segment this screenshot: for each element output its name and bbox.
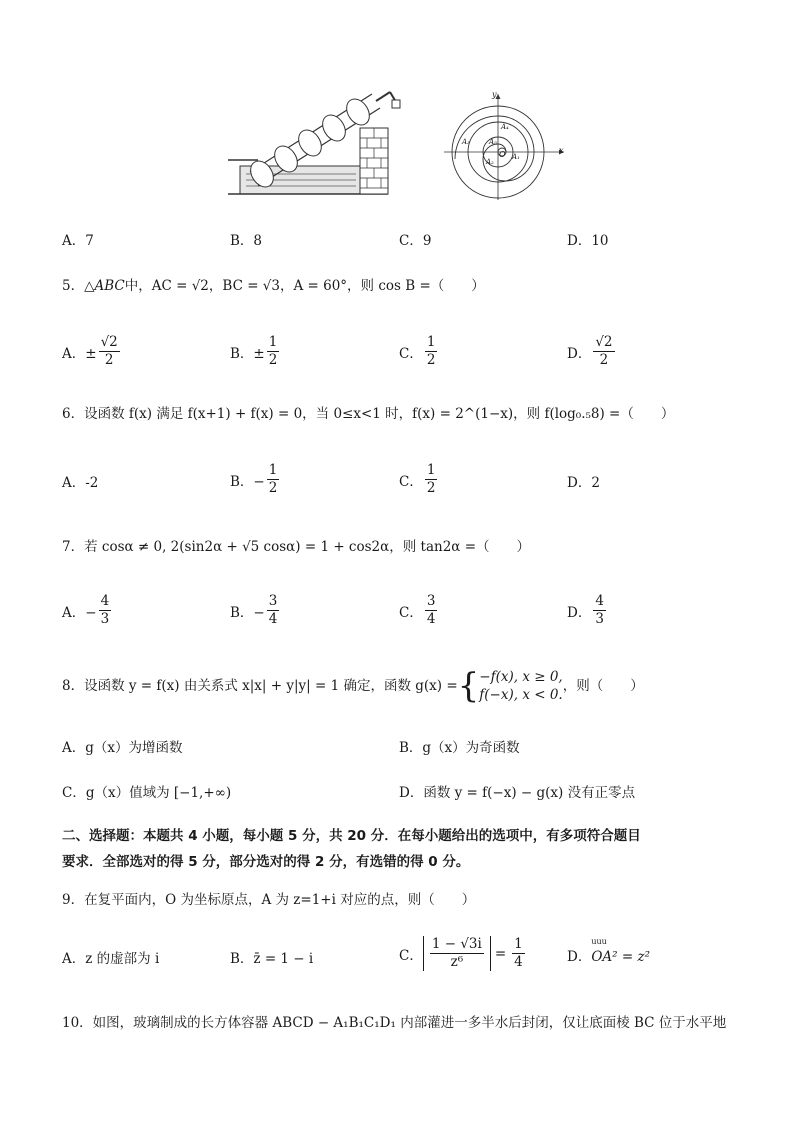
q8-cases <box>479 668 562 704</box>
q7-c-fraction <box>425 593 438 628</box>
q5-d-fraction <box>593 334 614 369</box>
q5-stem-rest: 中，AC = √2，BC = √3，A = 60°，则 cos B =（ ） <box>124 278 485 294</box>
q4-option-b[interactable]: B．8 <box>230 233 263 249</box>
q5-a-den: 2 <box>104 352 114 368</box>
q8-option-b[interactable]: B．g（x）为奇函数 <box>399 740 520 756</box>
q7-stem: 7．若 cosα ≠ 0, 2(sin2α + √5 cosα) = 1 + cos2α，则 tan2α =（ ） <box>62 539 531 555</box>
q5-a-num: √2 <box>100 334 118 350</box>
q7-b-label: B．− <box>230 604 265 621</box>
q5-option-b[interactable] <box>230 334 281 369</box>
q9-option-d[interactable] <box>567 936 650 967</box>
q9-c-equals: = <box>494 945 507 962</box>
q5-b-label: B．± <box>230 345 265 362</box>
q7-d-fraction <box>593 593 606 628</box>
q8-option-d[interactable]: D．函数 y = f(−x) − g(x) 没有正零点 <box>399 785 636 801</box>
q7-a-num: 4 <box>100 593 110 609</box>
fig-label-x: x <box>559 146 564 155</box>
q5-d-label: D． <box>567 345 592 362</box>
q9-option-b[interactable]: B．z̄ = 1 − i <box>230 951 314 967</box>
q4-option-c[interactable]: C．9 <box>399 233 432 249</box>
q6-stem: 6．设函数 f(x) 满足 f(x+1) + f(x) = 0，当 0≤x<1 时，f(x) = 2^(1−x)，则 f(log₀.₅8) =（ ） <box>62 406 675 422</box>
q9-d-label: D． <box>567 949 592 965</box>
q8-stem-pre: 8．设函数 y = f(x) 由关系式 x|x| + y|y| = 1 确定，函数 g(x) = <box>62 678 458 694</box>
q5-b-den: 2 <box>268 352 278 368</box>
q8-option-a[interactable]: A．g（x）为增函数 <box>62 740 183 756</box>
q8-option-c[interactable]: C．g（x）值域为 [−1,+∞) <box>62 785 232 801</box>
q9-c-num: 1 − √3i <box>431 936 482 952</box>
q9-option-c[interactable] <box>399 936 527 971</box>
q9-stem: 9．在复平面内，O 为坐标原点，A 为 z=1+i 对应的点，则（ ） <box>62 892 476 908</box>
q9-option-a[interactable]: A．z 的虚部为 i <box>62 951 160 967</box>
fig-label-y: y <box>492 90 497 99</box>
archimedes-screw-figure <box>228 88 418 202</box>
q5-c-fraction <box>425 334 438 369</box>
q4-option-a[interactable]: A．7 <box>62 233 94 249</box>
q5-d-den: 2 <box>599 352 609 368</box>
q7-b-num: 3 <box>268 593 278 609</box>
q7-d-den: 3 <box>595 611 604 627</box>
q5-option-a[interactable] <box>62 334 122 369</box>
q5-option-c[interactable] <box>399 334 439 369</box>
q10-stem: 10．如图，玻璃制成的长方体容器 ABCD − A₁B₁C₁D₁ 内部灌进一多半水后封闭，仅让底面棱 BC 位于水平地 <box>62 1015 727 1031</box>
q5-option-d[interactable] <box>567 334 617 369</box>
q5-stem <box>62 276 485 296</box>
q7-d-num: 4 <box>595 593 604 609</box>
q8-case-1: −f(x), x ≥ 0, <box>479 669 563 685</box>
q7-option-d[interactable] <box>567 593 608 628</box>
q9-d-expr: OA² = z² <box>591 949 650 965</box>
spiral-diagram <box>440 90 570 202</box>
q6-b-fraction <box>267 462 280 497</box>
q8-stem <box>62 668 644 704</box>
q5-stem-abc: ABC <box>94 278 125 294</box>
fig-label-a5: A₅ <box>489 138 497 146</box>
q6-option-b[interactable] <box>230 462 281 497</box>
q7-option-c[interactable] <box>399 593 439 628</box>
q9-c-rhs-den: 4 <box>514 954 523 970</box>
q7-a-den: 3 <box>100 611 110 627</box>
q5-stem-prefix: 5．△ <box>62 278 95 294</box>
q9-d-vector-mark: uuu <box>591 937 607 946</box>
q8-stem-post: ，则（ ） <box>562 678 644 694</box>
q8-brace: { <box>457 666 480 706</box>
q5-b-fraction <box>267 334 280 369</box>
q6-c-den: 2 <box>426 480 436 496</box>
q7-c-den: 4 <box>426 611 436 627</box>
q7-c-label: C． <box>399 604 423 621</box>
q9-c-fraction <box>430 936 484 971</box>
q9-c-abs <box>423 936 491 971</box>
fig-label-o: O <box>499 150 506 159</box>
q7-b-fraction <box>267 593 280 628</box>
q5-c-den: 2 <box>426 352 436 368</box>
fig-label-a4: A₄ <box>501 123 509 131</box>
q6-option-d[interactable]: D．2 <box>567 475 600 491</box>
q7-a-fraction <box>99 593 112 628</box>
q7-option-b[interactable] <box>230 593 281 628</box>
q6-c-fraction <box>425 462 438 497</box>
q9-c-den: z⁶ <box>450 954 464 970</box>
q6-c-num: 1 <box>426 462 436 478</box>
fig-label-a1: A₁ <box>512 153 520 161</box>
q9-c-label: C． <box>399 947 423 964</box>
q8-case-2: f(−x), x < 0. <box>479 687 563 703</box>
q9-c-rhs-num: 1 <box>514 936 523 952</box>
q6-option-c[interactable] <box>399 462 439 497</box>
q4-option-d[interactable]: D．10 <box>567 233 609 249</box>
q5-d-num: √2 <box>595 334 613 350</box>
q6-b-num: 1 <box>268 462 278 478</box>
q6-c-label: C． <box>399 473 423 490</box>
q6-b-label: B．− <box>230 473 265 490</box>
fig-label-a2: A₂ <box>486 158 494 166</box>
q6-option-a[interactable]: A．-2 <box>62 475 99 491</box>
fig-label-a3: A₃ <box>462 138 470 146</box>
q9-c-rhs <box>512 936 525 971</box>
q5-a-label: A．± <box>62 345 97 362</box>
q7-option-a[interactable] <box>62 593 113 628</box>
q5-c-label: C． <box>399 345 423 362</box>
q7-d-label: D． <box>567 604 592 621</box>
section2-heading-line1: 二、选择题：本题共 4 小题，每小题 5 分，共 20 分．在每小题给出的选项中，有多项符合题目 <box>62 828 641 844</box>
q7-b-den: 4 <box>268 611 278 627</box>
q5-a-fraction <box>99 334 120 369</box>
q6-b-den: 2 <box>268 480 278 496</box>
q7-c-num: 3 <box>426 593 436 609</box>
q9-d-wrap <box>591 936 650 967</box>
q5-b-num: 1 <box>268 334 278 350</box>
section2-heading-line2: 要求．全部选对的得 5 分，部分选对的得 2 分，有选错的得 0 分。 <box>62 854 470 870</box>
q7-a-label: A．− <box>62 604 97 621</box>
q5-c-num: 1 <box>426 334 436 350</box>
